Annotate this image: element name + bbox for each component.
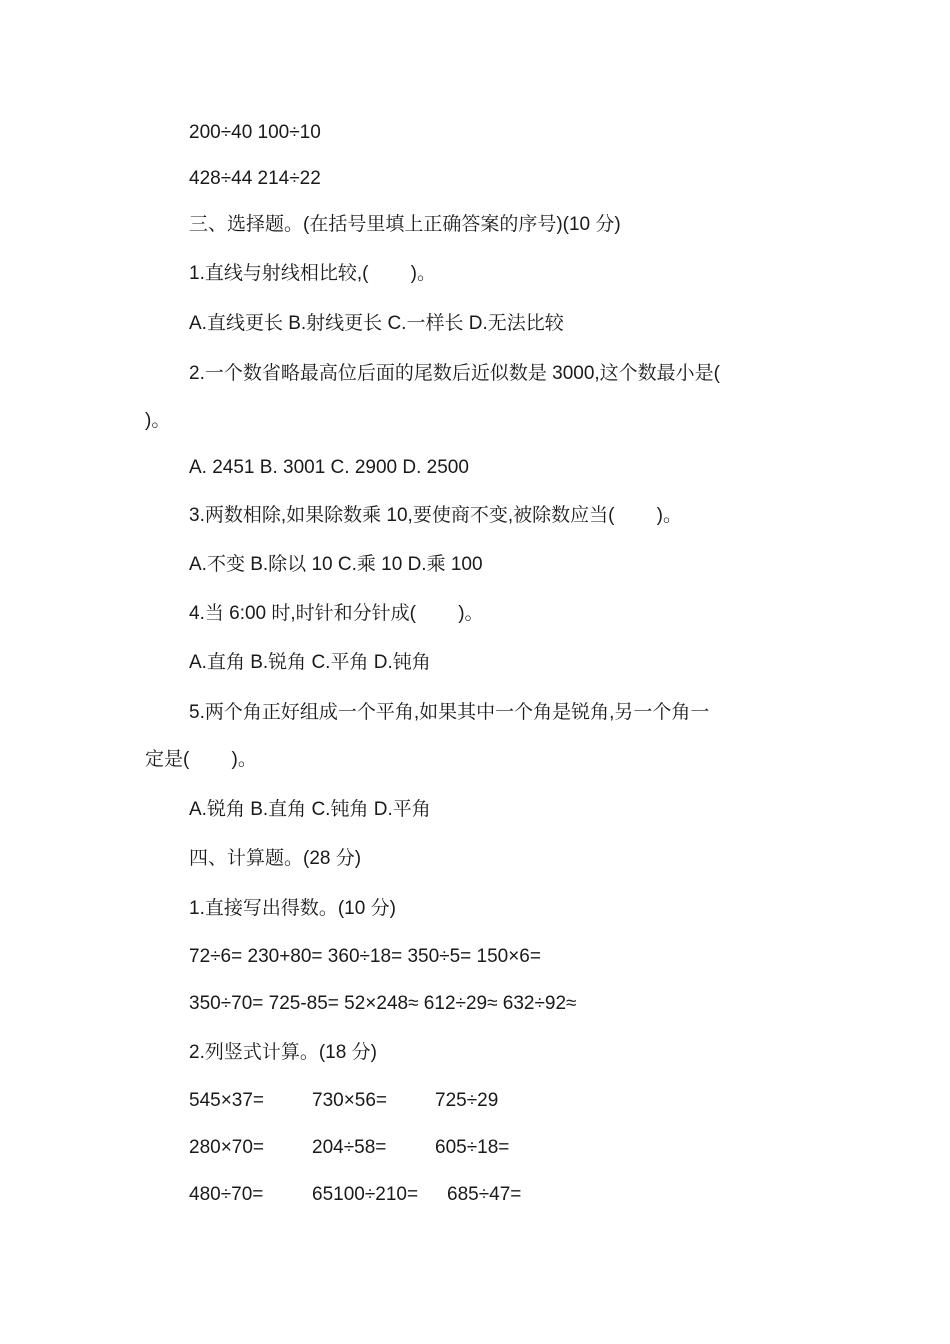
calc-item: 685÷47= bbox=[447, 1184, 522, 1205]
subsection-title: 1.直接写出得数。(10 分) bbox=[189, 898, 396, 919]
question-stem: 5.两个角正好组成一个平角,如果其中一个角是锐角,另一个角一 bbox=[189, 702, 710, 723]
calc-item: 730×56= bbox=[312, 1090, 388, 1111]
calc-item: 605÷18= bbox=[435, 1137, 510, 1158]
question-options: A.不变 B.除以 10 C.乘 10 D.乘 100 bbox=[189, 554, 483, 575]
calc-item: 280×70= bbox=[189, 1137, 265, 1158]
question-stem: 2.一个数省略最高位后面的尾数后近似数是 3000,这个数最小是( bbox=[189, 363, 720, 384]
calc-row: 72÷6= 230+80= 360÷18= 350÷5= 150×6= bbox=[189, 946, 541, 967]
section-heading-choice: 三、选择题。(在括号里填上正确答案的序号)(10 分) bbox=[189, 214, 621, 235]
question-options: A.直角 B.锐角 C.平角 D.钝角 bbox=[189, 652, 431, 673]
question-stem: 4.当 6:00 时,时针和分针成( )。 bbox=[189, 603, 484, 624]
question-options: A. 2451 B. 3001 C. 2900 D. 2500 bbox=[189, 457, 469, 478]
question-stem-continued: )。 bbox=[145, 410, 171, 431]
calc-row: 350÷70= 725-85= 52×248≈ 612÷29≈ 632÷92≈ bbox=[189, 993, 577, 1014]
section-heading-calc: 四、计算题。(28 分) bbox=[189, 848, 362, 869]
question-stem: 3.两数相除,如果除数乘 10,要使商不变,被除数应当( )。 bbox=[189, 505, 682, 526]
question-options: A.锐角 B.直角 C.钝角 D.平角 bbox=[189, 799, 431, 820]
calc-item: 480÷70= bbox=[189, 1184, 264, 1205]
question-options: A.直线更长 B.射线更长 C.一样长 D.无法比较 bbox=[189, 313, 564, 334]
calc-item: 725÷29 bbox=[435, 1090, 499, 1111]
subsection-title: 2.列竖式计算。(18 分) bbox=[189, 1042, 377, 1063]
calc-item: 65100÷210= bbox=[312, 1184, 419, 1205]
question-stem-continued: 定是( )。 bbox=[145, 749, 257, 770]
question-stem: 1.直线与射线相比较,( )。 bbox=[189, 263, 437, 284]
calc-line: 428÷44 214÷22 bbox=[189, 168, 321, 189]
calc-item: 204÷58= bbox=[312, 1137, 387, 1158]
calc-line: 200÷40 100÷10 bbox=[189, 122, 321, 143]
calc-item: 545×37= bbox=[189, 1090, 265, 1111]
